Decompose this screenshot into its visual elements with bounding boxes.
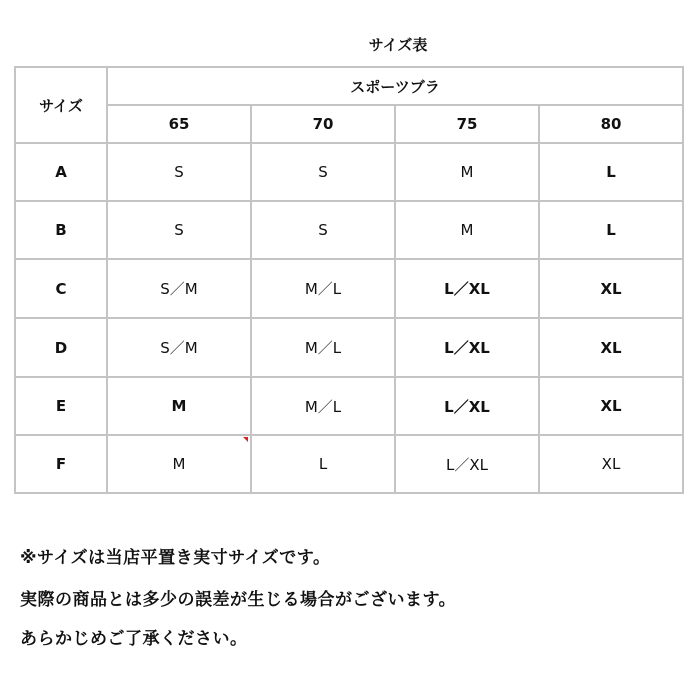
table-cell: L／XL <box>395 259 539 318</box>
table-cell: XL <box>539 435 683 493</box>
note-line-2: 実際の商品とは多少の誤差が生じる場合がございます。 <box>20 590 457 610</box>
column-header-75: 75 <box>395 105 539 143</box>
note-line-1: ※サイズは当店平置き実寸サイズです。 <box>20 548 331 568</box>
table-cell: XL <box>539 318 683 377</box>
table-cell: L／XL <box>395 377 539 435</box>
group-header: スポーツブラ <box>107 67 683 105</box>
table-cell: M <box>107 435 251 493</box>
table-row <box>15 201 683 259</box>
table-title: サイズ表 <box>368 36 428 54</box>
column-header-70: 70 <box>251 105 395 143</box>
table-cell: L／XL <box>395 435 539 493</box>
table-cell: M <box>107 377 251 435</box>
table-cell: L <box>539 201 683 259</box>
table-cell: S <box>251 201 395 259</box>
column-header-80: 80 <box>539 105 683 143</box>
row-header-a: A <box>15 143 107 201</box>
corner-header: サイズ <box>15 67 107 143</box>
table-row <box>15 143 683 201</box>
row-header-e: E <box>15 377 107 435</box>
row-header-d: D <box>15 318 107 377</box>
table-row <box>15 318 683 377</box>
table-cell: S <box>251 143 395 201</box>
size-table <box>14 66 684 494</box>
table-cell: L <box>251 435 395 493</box>
table-cell: XL <box>539 377 683 435</box>
table-row <box>15 435 683 493</box>
table-cell: M／L <box>251 377 395 435</box>
table-cell: S／M <box>107 318 251 377</box>
table-cell: L <box>539 143 683 201</box>
table-cell: S／M <box>107 259 251 318</box>
table-cell: M <box>395 201 539 259</box>
corner-marker-icon <box>243 437 248 442</box>
table-cell: XL <box>539 259 683 318</box>
column-header-65: 65 <box>107 105 251 143</box>
row-header-b: B <box>15 201 107 259</box>
table-cell: S <box>107 143 251 201</box>
row-header-f: F <box>15 435 107 493</box>
table-cell: M／L <box>251 259 395 318</box>
table-cell: L／XL <box>395 318 539 377</box>
table-row <box>15 259 683 318</box>
table-cell: M <box>395 143 539 201</box>
table-row <box>15 377 683 435</box>
note-line-3: あらかじめご了承ください。 <box>20 629 248 649</box>
table-cell: S <box>107 201 251 259</box>
table-cell: M／L <box>251 318 395 377</box>
row-header-c: C <box>15 259 107 318</box>
